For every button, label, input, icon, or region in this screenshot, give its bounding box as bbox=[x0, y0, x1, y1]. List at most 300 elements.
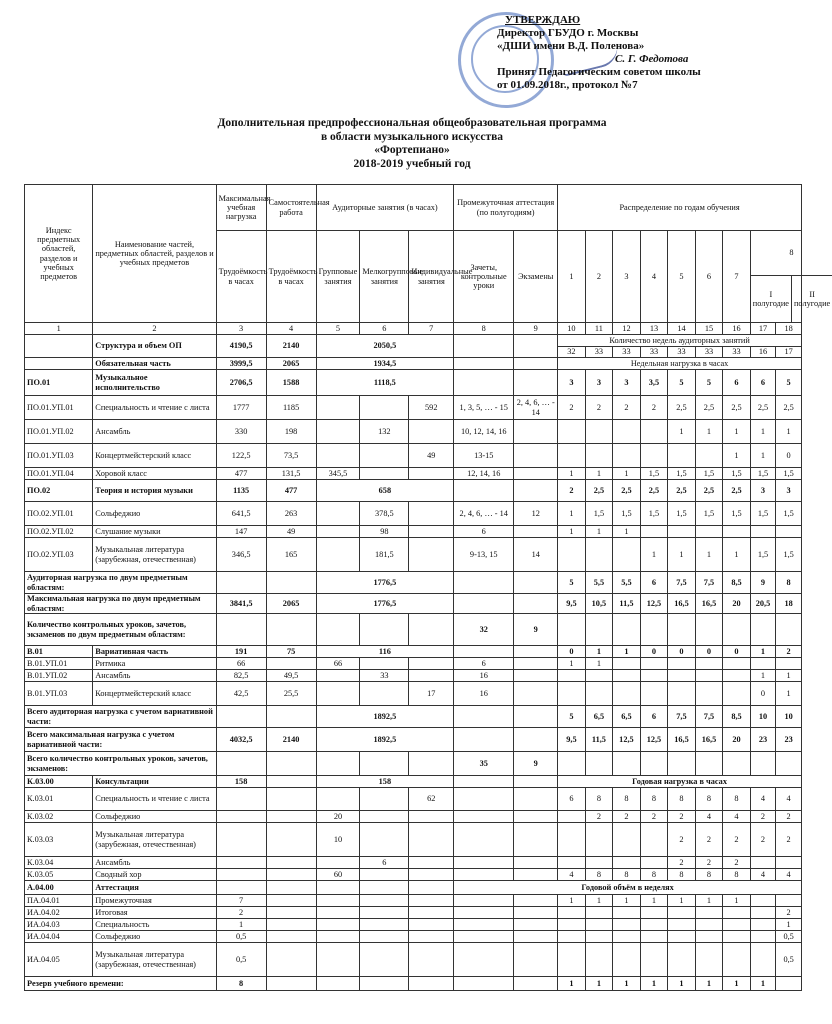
header-labor: Трудоёмкость в часах bbox=[266, 231, 316, 323]
cell-year: 2,5 bbox=[585, 480, 613, 502]
cell-year bbox=[723, 614, 751, 646]
header-credits: Зачеты, контрольные уроки bbox=[454, 231, 514, 323]
header-year: 1 bbox=[558, 231, 586, 323]
cell-year bbox=[668, 907, 696, 919]
cell-year: 1 bbox=[613, 526, 641, 538]
header-group: Групповые занятия bbox=[316, 231, 360, 323]
cell-aud: 1776,5 bbox=[316, 594, 454, 614]
cell-year bbox=[640, 614, 668, 646]
cell-credits bbox=[454, 811, 514, 823]
table-row bbox=[25, 977, 802, 991]
cell-small-group bbox=[360, 895, 409, 907]
approval-position: Директор ГБУДО г. Москвы bbox=[497, 27, 639, 39]
cell-max: 1135 bbox=[216, 480, 266, 502]
row-name: Музыкальная литература (зарубежная, отечественная) bbox=[93, 823, 216, 857]
row-index: В.01.УП.01 bbox=[25, 658, 93, 670]
cell-exams bbox=[514, 682, 558, 706]
row-name: Специальность bbox=[93, 919, 216, 931]
cell-year bbox=[723, 526, 751, 538]
cell-year bbox=[640, 907, 668, 919]
cell-max: 641,5 bbox=[216, 502, 266, 526]
cell-year bbox=[695, 931, 723, 943]
cell-year: 3 bbox=[558, 370, 586, 396]
cell-max bbox=[216, 752, 266, 776]
cell-year bbox=[723, 682, 751, 706]
approval-council: Принят Педагогическим советом школы bbox=[497, 66, 701, 78]
cell-year: 1 bbox=[585, 895, 613, 907]
cell-year: 1 bbox=[558, 658, 586, 670]
cell-year: 3 bbox=[750, 480, 775, 502]
cell-self bbox=[266, 977, 316, 991]
cell-year bbox=[723, 658, 751, 670]
cell-group bbox=[316, 670, 360, 682]
col-number: 1 bbox=[25, 323, 93, 335]
cell-exams bbox=[514, 977, 558, 991]
row-index: ПО.01.УП.01 bbox=[25, 396, 93, 420]
cell-year: 8 bbox=[640, 788, 668, 811]
cell-year bbox=[668, 526, 696, 538]
cell-year: 8 bbox=[613, 869, 641, 881]
cell-year bbox=[668, 943, 696, 977]
cell-group bbox=[316, 526, 360, 538]
header-half: I полугодие bbox=[751, 276, 792, 323]
cell-credits: 32 bbox=[454, 614, 514, 646]
cell-self: 263 bbox=[266, 502, 316, 526]
cell-aud: 158 bbox=[316, 776, 454, 788]
cell-max: 158 bbox=[216, 776, 266, 788]
cell-year bbox=[668, 444, 696, 468]
cell-year: 6,5 bbox=[613, 706, 641, 728]
cell-exams bbox=[514, 919, 558, 931]
cell-max bbox=[216, 614, 266, 646]
cell-year: 0,5 bbox=[776, 931, 802, 943]
cell-year: 2 bbox=[723, 823, 751, 857]
row-name: Обязательная часть bbox=[93, 358, 216, 370]
cell-year: 4 bbox=[776, 788, 802, 811]
cell-group: 60 bbox=[316, 869, 360, 881]
cell-year: 2 bbox=[776, 907, 802, 919]
cell-small-group bbox=[360, 752, 409, 776]
cell-year: 1 bbox=[668, 420, 696, 444]
cell-year: 11,5 bbox=[613, 594, 641, 614]
cell-individual: 17 bbox=[409, 682, 454, 706]
curriculum-table bbox=[24, 184, 831, 991]
cell-year: 2 bbox=[723, 857, 751, 869]
title-line: в области музыкального искусства bbox=[320, 130, 504, 143]
cell-year: 1 bbox=[585, 646, 613, 658]
cell-year: 1 bbox=[585, 526, 613, 538]
table-row bbox=[25, 857, 802, 869]
cell-credits bbox=[454, 823, 514, 857]
table-row bbox=[25, 658, 802, 670]
cell-year: 1 bbox=[695, 895, 723, 907]
cell-credits bbox=[454, 728, 514, 752]
cell-year: 1 bbox=[723, 444, 751, 468]
table-row bbox=[25, 335, 802, 347]
cell-year bbox=[668, 658, 696, 670]
cell-small-group: 132 bbox=[360, 420, 409, 444]
cell-exams: 9 bbox=[514, 614, 558, 646]
cell-aud: 1892,5 bbox=[316, 706, 454, 728]
cell-year bbox=[668, 931, 696, 943]
table-row bbox=[25, 682, 802, 706]
cell-exams bbox=[514, 444, 558, 468]
cell-exams bbox=[514, 594, 558, 614]
cell-credits bbox=[454, 370, 514, 396]
cell-individual bbox=[409, 752, 454, 776]
row-index: ПО.01 bbox=[25, 370, 93, 396]
cell-year: 1,5 bbox=[640, 502, 668, 526]
header-year: 7 bbox=[723, 231, 751, 323]
cell-year bbox=[750, 931, 775, 943]
cell-max: 122,5 bbox=[216, 444, 266, 468]
row-name: Сводный хор bbox=[93, 869, 216, 881]
cell-credits bbox=[454, 706, 514, 728]
cell-exams bbox=[514, 670, 558, 682]
row-index: К.03.02 bbox=[25, 811, 93, 823]
cell-year bbox=[776, 658, 802, 670]
cell-year bbox=[640, 420, 668, 444]
cell-credits bbox=[454, 869, 514, 881]
cell-year: 1,5 bbox=[668, 502, 696, 526]
cell-year: 1,5 bbox=[776, 502, 802, 526]
header-year-8 bbox=[750, 231, 831, 323]
cell-exams bbox=[514, 869, 558, 881]
table-row bbox=[25, 670, 802, 682]
header-small-group: Мелкогрупповые занятия bbox=[360, 231, 409, 323]
cell-year bbox=[585, 538, 613, 572]
cell-group bbox=[316, 931, 360, 943]
col-number: 8 bbox=[454, 323, 514, 335]
cell-year bbox=[750, 614, 775, 646]
cell-year bbox=[585, 682, 613, 706]
cell-year: 7,5 bbox=[695, 572, 723, 594]
cell-year bbox=[558, 752, 586, 776]
header-max-load: Максимальная учебная нагрузка bbox=[216, 185, 266, 231]
cell-year: 2 bbox=[695, 823, 723, 857]
table-row bbox=[25, 907, 802, 919]
cell-year: 1 bbox=[558, 502, 586, 526]
cell-group bbox=[316, 788, 360, 811]
section-caption: Годовая нагрузка в часах bbox=[558, 776, 802, 788]
cell-year bbox=[558, 811, 586, 823]
row-name: Специальность и чтение с листа bbox=[93, 788, 216, 811]
cell-year bbox=[776, 752, 802, 776]
cell-week: 33 bbox=[585, 347, 613, 358]
cell-year: 1 bbox=[640, 977, 668, 991]
row-name: Музыкальная литература (зарубежная, отечественная) bbox=[93, 943, 216, 977]
cell-max: 147 bbox=[216, 526, 266, 538]
cell-year bbox=[613, 931, 641, 943]
cell-max: 4032,5 bbox=[216, 728, 266, 752]
cell-exams bbox=[514, 526, 558, 538]
cell-year: 2,5 bbox=[723, 480, 751, 502]
cell-week: 33 bbox=[723, 347, 751, 358]
cell-year: 8,5 bbox=[723, 572, 751, 594]
cell-year: 2 bbox=[750, 823, 775, 857]
cell-self bbox=[266, 895, 316, 907]
cell-exams: 12 bbox=[514, 502, 558, 526]
cell-small-group bbox=[360, 977, 409, 991]
cell-week: 33 bbox=[640, 347, 668, 358]
cell-individual: 49 bbox=[409, 444, 454, 468]
table-row bbox=[25, 895, 802, 907]
cell-year: 16,5 bbox=[695, 728, 723, 752]
cell-individual bbox=[409, 907, 454, 919]
cell-individual bbox=[409, 420, 454, 444]
table-row bbox=[25, 370, 802, 396]
cell-small-group bbox=[360, 823, 409, 857]
cell-group bbox=[316, 444, 360, 468]
cell-year: 0 bbox=[776, 444, 802, 468]
cell-self bbox=[266, 823, 316, 857]
cell-individual bbox=[409, 869, 454, 881]
cell-self bbox=[266, 869, 316, 881]
header-year: 2 bbox=[585, 231, 613, 323]
cell-exams: 14 bbox=[514, 538, 558, 572]
cell-max: 1 bbox=[216, 919, 266, 931]
cell-year bbox=[695, 444, 723, 468]
cell-year: 2 bbox=[668, 811, 696, 823]
cell-year: 5 bbox=[776, 370, 802, 396]
cell-group: 10 bbox=[316, 823, 360, 857]
cell-exams bbox=[514, 706, 558, 728]
cell-max bbox=[216, 869, 266, 881]
cell-year: 0,5 bbox=[776, 943, 802, 977]
table-row bbox=[25, 869, 802, 881]
cell-small-group bbox=[360, 658, 409, 670]
cell-year bbox=[585, 823, 613, 857]
table-row bbox=[25, 614, 802, 646]
cell-credits: 2, 4, 6, … - 14 bbox=[454, 502, 514, 526]
col-number: 14 bbox=[668, 323, 696, 335]
header-year: 4 bbox=[640, 231, 668, 323]
row-name: Итоговая bbox=[93, 907, 216, 919]
cell-year bbox=[640, 670, 668, 682]
cell-year bbox=[585, 444, 613, 468]
cell-year: 23 bbox=[750, 728, 775, 752]
cell-year: 12,5 bbox=[640, 728, 668, 752]
cell-year bbox=[613, 943, 641, 977]
cell-year: 6 bbox=[640, 572, 668, 594]
col-number: 3 bbox=[216, 323, 266, 335]
cell-year: 1 bbox=[585, 977, 613, 991]
cell-aud: 2050,5 bbox=[316, 335, 454, 358]
cell-year: 2 bbox=[613, 811, 641, 823]
cell-group bbox=[316, 752, 360, 776]
cell-year bbox=[585, 420, 613, 444]
cell-year: 10,5 bbox=[585, 594, 613, 614]
cell-year bbox=[723, 907, 751, 919]
cell-year bbox=[558, 670, 586, 682]
cell-year: 4 bbox=[776, 869, 802, 881]
cell-max: 2706,5 bbox=[216, 370, 266, 396]
cell-year bbox=[585, 907, 613, 919]
cell-individual bbox=[409, 919, 454, 931]
table-row bbox=[25, 468, 802, 480]
cell-week: 16 bbox=[750, 347, 775, 358]
cell-year bbox=[613, 823, 641, 857]
cell-year: 1 bbox=[723, 977, 751, 991]
row-name: Музыкальная литература (зарубежная, отечественная) bbox=[93, 538, 216, 572]
cell-year: 1 bbox=[750, 646, 775, 658]
row-index: А.04.00 bbox=[25, 881, 93, 895]
cell-year bbox=[585, 931, 613, 943]
cell-small-group bbox=[360, 931, 409, 943]
row-name: Всего максимальная нагрузка с учетом вариативной части: bbox=[25, 728, 217, 752]
cell-year: 1 bbox=[613, 646, 641, 658]
cell-small-group: 6 bbox=[360, 857, 409, 869]
cell-self bbox=[266, 811, 316, 823]
row-index: ИА.04.02 bbox=[25, 907, 93, 919]
cell-year: 2 bbox=[668, 823, 696, 857]
cell-credits bbox=[454, 919, 514, 931]
cell-self bbox=[266, 614, 316, 646]
cell-year bbox=[640, 682, 668, 706]
cell-aud: 1934,5 bbox=[316, 358, 454, 370]
cell-year: 1,5 bbox=[695, 502, 723, 526]
table-row bbox=[25, 752, 802, 776]
col-number: 11 bbox=[585, 323, 613, 335]
approval-school: «ДШИ имени В.Д. Поленова» bbox=[497, 40, 645, 52]
cell-small-group bbox=[360, 907, 409, 919]
cell-self bbox=[266, 706, 316, 728]
col-number: 9 bbox=[514, 323, 558, 335]
cell-small-group bbox=[360, 943, 409, 977]
cell-year: 8 bbox=[585, 788, 613, 811]
cell-year: 3 bbox=[613, 370, 641, 396]
cell-year: 1,5 bbox=[776, 538, 802, 572]
header-labor: Трудоёмкость в часах bbox=[216, 231, 266, 323]
cell-year: 2,5 bbox=[723, 396, 751, 420]
row-name: Сольфеджио bbox=[93, 502, 216, 526]
cell-group bbox=[316, 396, 360, 420]
cell-year bbox=[668, 670, 696, 682]
cell-year: 9,5 bbox=[558, 728, 586, 752]
cell-year: 1 bbox=[750, 420, 775, 444]
cell-year: 5,5 bbox=[585, 572, 613, 594]
cell-year: 2,5 bbox=[750, 396, 775, 420]
row-index: ПО.02.УП.02 bbox=[25, 526, 93, 538]
col-number: 18 bbox=[776, 323, 802, 335]
cell-group bbox=[316, 682, 360, 706]
cell-year: 1 bbox=[558, 895, 586, 907]
row-index: ПО.01.УП.03 bbox=[25, 444, 93, 468]
cell-exams bbox=[514, 811, 558, 823]
row-index: К.03.04 bbox=[25, 857, 93, 869]
row-index: В.01.УП.03 bbox=[25, 682, 93, 706]
cell-aud: 1892,5 bbox=[316, 728, 454, 752]
cell-year: 1,5 bbox=[585, 502, 613, 526]
cell-small-group bbox=[360, 788, 409, 811]
row-name: Концертмейстерский класс bbox=[93, 444, 216, 468]
cell-year bbox=[640, 857, 668, 869]
cell-year bbox=[723, 943, 751, 977]
cell-year: 1 bbox=[695, 977, 723, 991]
cell-year: 18 bbox=[776, 594, 802, 614]
cell-exams bbox=[514, 823, 558, 857]
cell-small-group bbox=[360, 444, 409, 468]
cell-year bbox=[750, 919, 775, 931]
cell-group bbox=[316, 977, 360, 991]
approval-title: УТВЕРЖДАЮ bbox=[505, 14, 581, 26]
row-index: ПО.02 bbox=[25, 480, 93, 502]
approval-director: С. Г. Федотова bbox=[615, 53, 689, 65]
cell-individual bbox=[409, 895, 454, 907]
table-row bbox=[25, 420, 802, 444]
cell-group bbox=[316, 907, 360, 919]
title-line: Дополнительная предпрофессиональная общеобразовательная программа bbox=[217, 117, 607, 129]
cell-year: 4 bbox=[750, 788, 775, 811]
row-name: Промежуточная bbox=[93, 895, 216, 907]
cell-year: 2 bbox=[776, 823, 802, 857]
cell-exams bbox=[514, 895, 558, 907]
row-index: В.01 bbox=[25, 646, 93, 658]
cell-group: 20 bbox=[316, 811, 360, 823]
cell-year bbox=[695, 682, 723, 706]
weekly-caption: Недельная нагрузка в часах bbox=[558, 358, 802, 370]
cell-year: 7,5 bbox=[695, 706, 723, 728]
header-classroom: Аудиторные занятия (в часах) bbox=[316, 185, 454, 231]
cell-year bbox=[613, 682, 641, 706]
cell-year: 4 bbox=[558, 869, 586, 881]
cell-aud: 1776,5 bbox=[316, 572, 454, 594]
cell-exams bbox=[514, 468, 558, 480]
table-row bbox=[25, 358, 802, 370]
cell-year: 3 bbox=[776, 480, 802, 502]
table-row bbox=[25, 502, 802, 526]
cell-year: 1 bbox=[723, 420, 751, 444]
cell-credits: 6 bbox=[454, 658, 514, 670]
cell-max bbox=[216, 881, 266, 895]
cell-year: 16,5 bbox=[668, 594, 696, 614]
cell-self bbox=[266, 919, 316, 931]
cell-year: 4 bbox=[750, 869, 775, 881]
cell-individual: 592 bbox=[409, 396, 454, 420]
cell-year: 1 bbox=[776, 420, 802, 444]
cell-year: 1,5 bbox=[723, 502, 751, 526]
row-name: Консультации bbox=[93, 776, 216, 788]
cell-year bbox=[668, 919, 696, 931]
cell-year: 6,5 bbox=[585, 706, 613, 728]
cell-year: 1 bbox=[613, 468, 641, 480]
cell-year: 4 bbox=[723, 811, 751, 823]
cell-max: 7 bbox=[216, 895, 266, 907]
cell-year bbox=[613, 857, 641, 869]
cell-year: 2,5 bbox=[613, 480, 641, 502]
table-row bbox=[25, 396, 802, 420]
cell-year: 6 bbox=[558, 788, 586, 811]
cell-individual bbox=[409, 502, 454, 526]
cell-year bbox=[750, 943, 775, 977]
cell-self: 2065 bbox=[266, 358, 316, 370]
cell-self bbox=[266, 881, 316, 895]
cell-year: 1,5 bbox=[776, 468, 802, 480]
cell-max: 2 bbox=[216, 907, 266, 919]
row-name: Сольфеджио bbox=[93, 931, 216, 943]
row-name: Ансамбль bbox=[93, 420, 216, 444]
cell-small-group: 33 bbox=[360, 670, 409, 682]
cell-year: 1 bbox=[723, 538, 751, 572]
cell-self: 1588 bbox=[266, 370, 316, 396]
cell-credits: 6 bbox=[454, 526, 514, 538]
rows-main bbox=[25, 370, 802, 991]
cell-year: 2 bbox=[613, 396, 641, 420]
header-individual: Индивидуальные занятия bbox=[409, 231, 454, 323]
cell-year: 2,5 bbox=[695, 480, 723, 502]
cell-max: 0,5 bbox=[216, 931, 266, 943]
row-index: ПО.01.УП.04 bbox=[25, 468, 93, 480]
